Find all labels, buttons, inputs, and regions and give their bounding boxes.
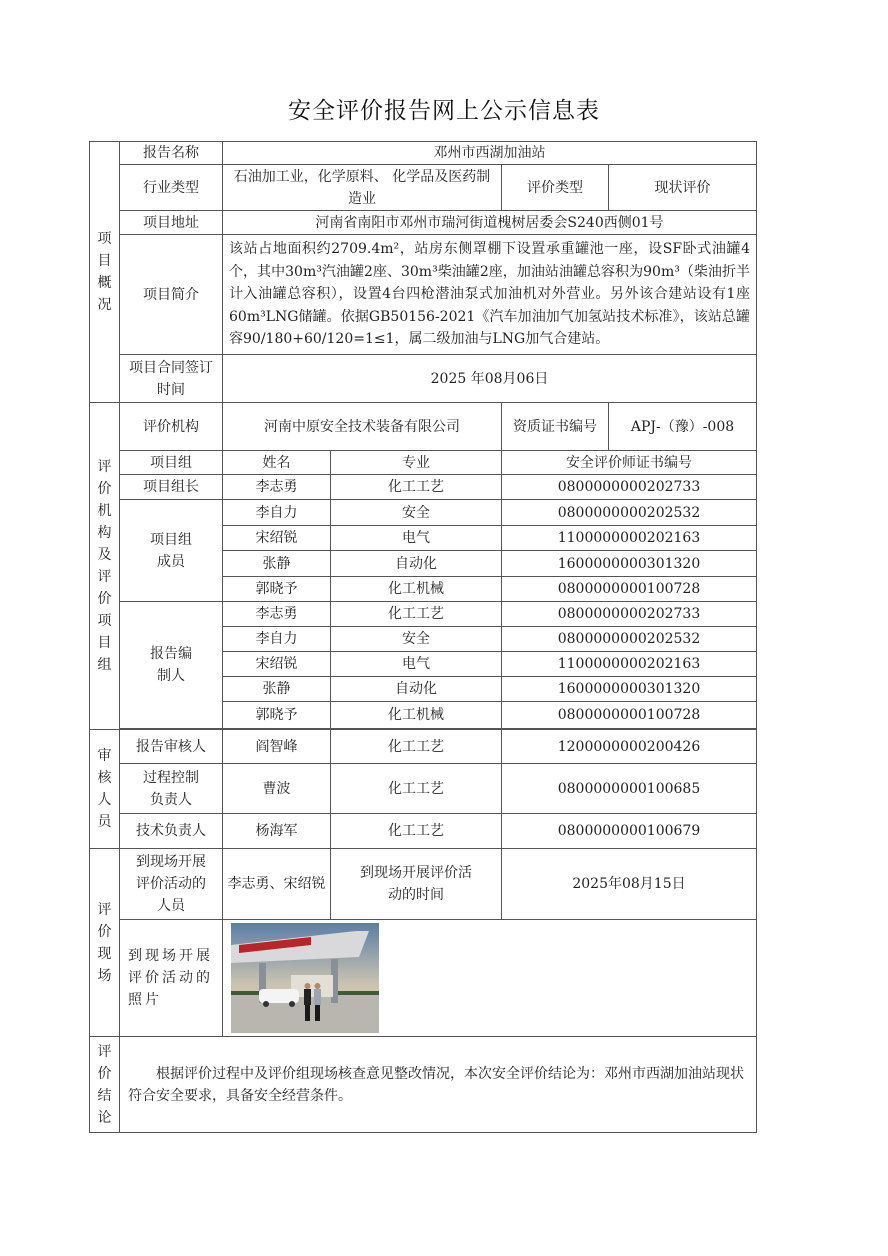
review-major: 化工工艺 [331, 814, 502, 849]
member-major: 化工工艺 [331, 475, 502, 500]
review-name: 阎智峰 [223, 730, 331, 764]
agency: 河南中原安全技术装备有限公司 [223, 403, 502, 451]
eval-type: 现状评价 [609, 165, 757, 211]
author-major: 化工机械 [331, 702, 502, 729]
row-intro [90, 235, 757, 355]
site-people: 李志勇、宋绍锐 [223, 849, 331, 920]
review-row [90, 764, 757, 814]
site-people-label: 到现场开展评价活动的人员 [120, 849, 223, 920]
member-name: 宋绍锐 [223, 526, 331, 551]
author-name: 李自力 [223, 627, 331, 652]
author-cert: 1600000000301320 [502, 677, 757, 702]
author-major: 电气 [331, 652, 502, 677]
eval-type-label: 评价类型 [502, 165, 609, 211]
row-report-name [90, 142, 757, 165]
author-name: 宋绍锐 [223, 652, 331, 677]
review-name: 曹波 [223, 764, 331, 814]
conclusion-cell [120, 1037, 757, 1133]
photo-car [259, 989, 299, 1003]
report-name-label: 报告名称 [120, 142, 223, 165]
member-name: 张静 [223, 551, 331, 577]
author-major: 安全 [331, 627, 502, 652]
address: 河南省南阳市邓州市瑞河街道槐树居委会S240西侧01号 [223, 211, 757, 235]
conclusion-row [90, 1037, 757, 1133]
section-conclusion: 评 价 结 论 [90, 1037, 120, 1133]
member-name: 李自力 [223, 500, 331, 526]
review-role: 技术负责人 [120, 814, 223, 849]
author-cert: 0800000000202733 [502, 602, 757, 627]
row-address [90, 211, 757, 235]
member-cert: 0800000000202532 [502, 500, 757, 526]
intro-text: 该站占地面积约2709.4m²，站房东侧罩棚下设置承重罐池一座，设SF卧式油罐4个，其中30m³汽油罐2座、30m³柴油罐2座，加油站油罐总容积为90m³（柴油折半计入油罐总容积），设置4台四枪潜油泵式加油机对外营业。另外该合建站设有1座60m³LNG储罐。依据GB50156-2021《汽车加油加气加氢站技术标准》，该站总罐容90/180+60/120=1≤1，属二级加油与LNG加气合建站。 [223, 235, 757, 355]
section-review: 审 核 人 员 [90, 730, 120, 849]
team-header-row [90, 451, 757, 475]
contract-label: 项目合同签订时间 [120, 355, 223, 403]
author-row [90, 602, 757, 627]
author-name: 李志勇 [223, 602, 331, 627]
info-table [89, 141, 757, 1133]
leader-row [90, 475, 757, 500]
review-cert: 0800000000100685 [502, 764, 757, 814]
header-group: 项目组 [120, 451, 223, 475]
author-major: 自动化 [331, 677, 502, 702]
section-overview: 项 目 概 况 [90, 142, 120, 403]
cert: APJ-（豫）-008 [609, 403, 757, 451]
author-cert: 0800000000100728 [502, 702, 757, 729]
intro-label: 项目简介 [120, 235, 223, 355]
review-cert: 0800000000100679 [502, 814, 757, 849]
author-name: 张静 [223, 677, 331, 702]
member-cert: 1600000000301320 [502, 551, 757, 577]
report-name: 邓州市西湖加油站 [223, 142, 757, 165]
review-role: 报告审核人 [120, 730, 223, 764]
review-major: 化工工艺 [331, 764, 502, 814]
industry: 石油加工业，化学原料、 化学品及医药制造业 [223, 165, 502, 211]
cert-label: 资质证书编号 [502, 403, 609, 451]
member-major: 安全 [331, 500, 502, 526]
photo-person [304, 989, 311, 1005]
review-cert: 1200000000200426 [502, 730, 757, 764]
member-major: 化工机械 [331, 577, 502, 602]
members-label: 项目组成员 [120, 500, 223, 602]
page-title: 安全评价报告网上公示信息表 [288, 98, 600, 124]
member-cert: 0800000000100728 [502, 577, 757, 602]
site-photo [231, 923, 379, 1033]
site-photo-cell [223, 920, 757, 1037]
section-org: 评 价 机 构 及 评 价 项 目 组 [90, 403, 120, 730]
site-people-row [90, 849, 757, 920]
member-major: 自动化 [331, 551, 502, 577]
review-name: 杨海军 [223, 814, 331, 849]
industry-label: 行业类型 [120, 165, 223, 211]
address-label: 项目地址 [120, 211, 223, 235]
leader-label: 项目组长 [120, 475, 223, 500]
header-name: 姓名 [223, 451, 331, 475]
member-cert: 1100000000202163 [502, 526, 757, 551]
review-role: 过程控制负责人 [120, 764, 223, 814]
review-major: 化工工艺 [331, 730, 502, 764]
review-row [90, 814, 757, 849]
row-contract [90, 355, 757, 403]
section-site: 评 价 现 场 [90, 849, 120, 1037]
header-cert: 安全评价师证书编号 [502, 451, 757, 475]
member-cert: 0800000000202733 [502, 475, 757, 500]
member-name: 郭晓予 [223, 577, 331, 602]
review-row [90, 730, 757, 764]
site-photo-row [90, 920, 757, 1037]
site-time-label: 到现场开展评价活动的时间 [331, 849, 502, 920]
contract-date: 2025 年08月06日 [223, 355, 757, 403]
member-row [90, 500, 757, 526]
row-industry [90, 165, 757, 211]
site-time: 2025年08月15日 [502, 849, 757, 920]
conclusion-text: 根据评价过程中及评价组现场核查意见整改情况，本次安全评价结论为：邓州市西湖加油站现状符合安全要求，具备安全经营条件。 [128, 1065, 744, 1104]
author-name: 郭晓予 [223, 702, 331, 729]
photo-person [314, 989, 321, 1005]
site-photo-label: 到现场开展评价活动的照片 [120, 920, 223, 1037]
author-major: 化工工艺 [331, 602, 502, 627]
member-major: 电气 [331, 526, 502, 551]
header-major: 专业 [331, 451, 502, 475]
author-cert: 0800000000202532 [502, 627, 757, 652]
row-agency [90, 403, 757, 451]
agency-label: 评价机构 [120, 403, 223, 451]
author-cert: 1100000000202163 [502, 652, 757, 677]
authors-label: 报告编制人 [120, 602, 223, 729]
member-name: 李志勇 [223, 475, 331, 500]
